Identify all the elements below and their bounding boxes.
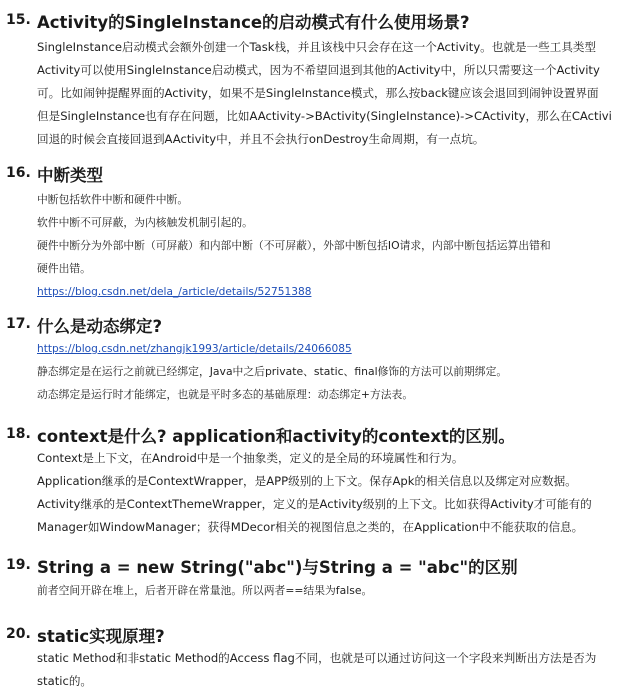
paragraph-line: Application继承的是ContextWrapper，是APP级别的上下文。保存Apk的相关信息以及绑定对应数据。 [37, 474, 577, 488]
section-heading [0, 554, 628, 580]
section-number: 16. [6, 165, 31, 181]
paragraph-line: 动态绑定是运行时才能绑定，也就是平时多态的基础原理：动态绑定+方法表。 [37, 388, 414, 401]
section-title: static实现原理? [37, 627, 165, 646]
section-heading [0, 162, 628, 188]
paragraph-line: Context是上下文，在Android中是一个抽象类，定义的是全局的环境属性和行为。 [37, 451, 464, 465]
paragraph-line: 可。比如闹钟提醒界面的Activity，如果不是SingleInstance模式，那么按back键应该会退回到闹钟设置界面 [37, 86, 599, 100]
paragraph-line: 回退的时候会直接回退到AActivity中，并且不会执行onDestroy生命周期，有一点坑。 [37, 132, 485, 146]
section-title: 中断类型 [37, 166, 103, 185]
paragraph-line: Manager如WindowManager；获得MDecor相关的视图信息之类的，在Application中不能获取的信息。 [37, 520, 584, 534]
paragraph-line: 但是SingleInstance也有存在问题，比如AActivity->BActivity(SingleInstance)->CActivity，那么在CActivi [37, 109, 612, 123]
section-number: 15. [6, 12, 31, 28]
paragraph-line: 静态绑定是在运行之前就已经绑定，Java中之后private、static、final修饰的方法可以前期绑定。 [37, 365, 508, 378]
section-title: String a = new String("abc")与String a = "abc"的区别 [37, 558, 518, 577]
reference-link[interactable]: https://blog.csdn.net/dela_/article/details/52751388 [37, 286, 312, 298]
paragraph-line: static的。 [37, 674, 93, 688]
section-title: context是什么? application和activity的context的区别。 [37, 427, 515, 446]
section-heading [0, 9, 628, 35]
section-body [37, 579, 628, 602]
paragraph-line: Activity可以使用SingleInstance启动模式，因为不希望回退到其他的Activity中，所以只需要这一个Activity [37, 63, 600, 77]
section-heading [0, 623, 628, 649]
section-number: 17. [6, 316, 31, 332]
paragraph-line: static Method和非static Method的Access flag不同，也就是可以通过访问这一个字段来判断出方法是否为 [37, 651, 597, 665]
section-number: 20. [6, 626, 31, 642]
paragraph-line: SingleInstance启动模式会额外创建一个Task栈，并且该栈中只会存在这一个Activity。也就是一些工具类型 [37, 40, 597, 54]
link-line [37, 337, 628, 360]
section-heading [0, 423, 628, 449]
section-body [37, 337, 628, 406]
paragraph-line: Activity继承的是ContextThemeWrapper，定义的是Activity级别的上下文。比如获得Activity才可能有的 [37, 497, 592, 511]
section-number: 19. [6, 557, 31, 573]
section-body [37, 36, 628, 151]
section-number: 18. [6, 426, 31, 442]
section-heading [0, 313, 628, 339]
section-body [37, 447, 628, 539]
paragraph-line: 前者空间开辟在堆上，后者开辟在常量池。所以两者==结果为false。 [37, 584, 373, 597]
section-body [37, 188, 628, 303]
paragraph-line: 硬件中断分为外部中断（可屏蔽）和内部中断（不可屏蔽），外部中断包括IO请求，内部中断包括运算出错和 [37, 239, 551, 252]
paragraph-line: 硬件出错。 [37, 262, 91, 275]
paragraph-line: 中断包括软件中断和硬件中断。 [37, 193, 189, 206]
section-title: Activity的SingleInstance的启动模式有什么使用场景? [37, 13, 470, 32]
link-line [37, 280, 628, 303]
section-title: 什么是动态绑定? [37, 317, 163, 336]
reference-link[interactable]: https://blog.csdn.net/zhangjk1993/article/details/24066085 [37, 343, 352, 355]
paragraph-line: 软件中断不可屏蔽，为内核触发机制引起的。 [37, 216, 253, 229]
section-body [37, 647, 628, 693]
